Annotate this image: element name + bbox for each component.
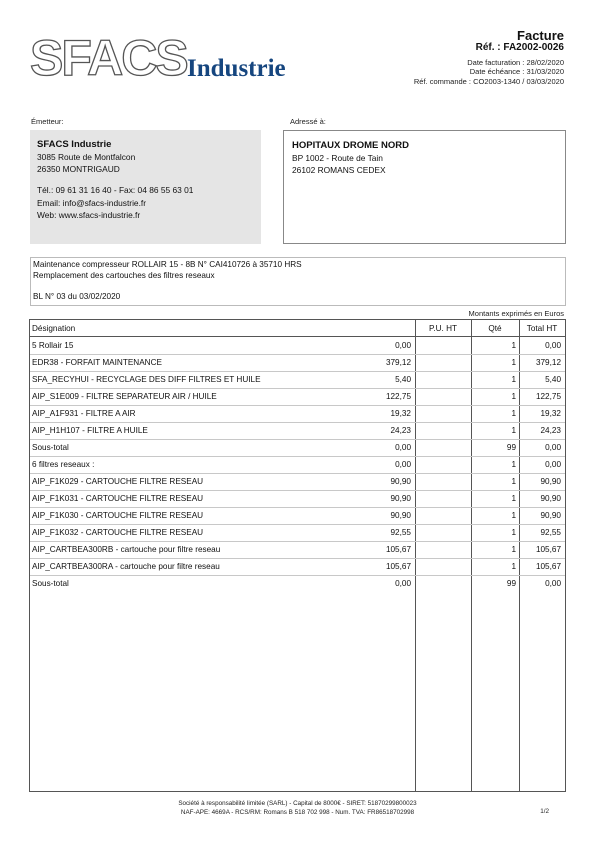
row-total: 90,90 <box>540 494 561 503</box>
emitter-email: Email: info@sfacs-industrie.fr <box>37 197 147 208</box>
footer-line2: NAF-APE: 4669A - RCS/RM: Romans B 518 702 998 - Num. TVA: FR86518702998 <box>180 809 415 816</box>
row-unit-price: 19,32 <box>390 409 411 418</box>
row-designation: 5 Rollair 15 <box>32 341 74 350</box>
row-designation: AIP_A1F931 - FILTRE A AIR <box>32 409 136 418</box>
addressee-box <box>283 130 566 244</box>
row-designation: AIP_F1K031 - CARTOUCHE FILTRE RESEAU <box>32 494 204 503</box>
emitter-address-line2: 26350 MONTRIGAUD <box>37 164 120 175</box>
row-quantity: 1 <box>511 545 516 554</box>
row-total: 105,67 <box>535 562 561 571</box>
row-designation: EDR38 - FORFAIT MAINTENANCE <box>32 358 162 367</box>
row-designation: AIP_CARTBEA300RA - cartouche pour filtre reseau <box>32 562 220 571</box>
header-quantity: Qté <box>488 324 502 333</box>
delivery-note: BL N° 03 du 03/02/2020 <box>33 292 121 301</box>
description-box <box>30 257 566 306</box>
row-designation: SFA_RECYHUI - RECYCLAGE DES DIFF FILTRES ET HUILE <box>32 375 261 384</box>
row-designation: 6 filtres reseaux : <box>32 460 95 469</box>
row-unit-price: 122,75 <box>385 392 411 401</box>
row-quantity: 1 <box>511 341 516 350</box>
row-total: 92,55 <box>540 528 561 537</box>
row-unit-price: 105,67 <box>385 562 411 571</box>
row-unit-price: 5,40 <box>395 375 411 384</box>
row-total: 0,00 <box>545 341 561 350</box>
addressee-address-line2: 26102 ROMANS CEDEX <box>292 165 386 176</box>
logo-main-text: SFACS <box>30 34 187 84</box>
row-quantity: 1 <box>511 494 516 503</box>
table-row <box>30 575 565 592</box>
row-designation: AIP_CARTBEA300RB - cartouche pour filtre reseau <box>32 545 221 554</box>
row-quantity: 1 <box>511 562 516 571</box>
row-unit-price: 92,55 <box>390 528 411 537</box>
row-quantity: 1 <box>511 392 516 401</box>
row-unit-price: 0,00 <box>395 579 411 588</box>
invoice-lines-table <box>29 319 566 792</box>
row-quantity: 1 <box>511 409 516 418</box>
table-row <box>30 405 565 423</box>
description-line1: Maintenance compresseur ROLLAIR 15 - 8B N° CAI410726 à 35710 HRS <box>33 260 302 269</box>
row-quantity: 1 <box>511 477 516 486</box>
row-unit-price: 90,90 <box>390 477 411 486</box>
emitter-address-line1: 3085 Route de Montfalcon <box>37 152 136 162</box>
row-quantity: 1 <box>511 460 516 469</box>
row-total: 19,32 <box>540 409 561 418</box>
document-title: Facture <box>517 28 564 43</box>
addressee-label: Adressé à: <box>290 117 326 126</box>
row-total: 0,00 <box>545 460 561 469</box>
row-quantity: 1 <box>511 426 516 435</box>
row-unit-price: 0,00 <box>395 460 411 469</box>
row-quantity: 1 <box>511 511 516 520</box>
addressee-address-line1: BP 1002 - Route de Tain <box>292 153 383 163</box>
description-line2: Remplacement des cartouches des filtres reseaux <box>33 270 215 280</box>
table-header <box>30 320 565 337</box>
row-unit-price: 90,90 <box>390 511 411 520</box>
row-unit-price: 105,67 <box>385 545 411 554</box>
row-quantity: 99 <box>506 579 516 588</box>
row-unit-price: 379,12 <box>385 358 411 367</box>
row-unit-price: 0,00 <box>395 341 411 350</box>
row-designation: AIP_F1K030 - CARTOUCHE FILTRE RESEAU <box>32 511 204 520</box>
row-designation: AIP_F1K029 - CARTOUCHE FILTRE RESEAU <box>32 477 204 486</box>
emitter-phone: Tél.: 09 61 31 16 40 - Fax: 04 86 55 63 01 <box>37 185 194 196</box>
row-unit-price: 0,00 <box>395 443 411 452</box>
invoice-date: Date facturation : 28/02/2020 <box>467 58 564 67</box>
row-designation: AIP_H1H107 - FILTRE A HUILE <box>32 426 148 435</box>
table-row <box>30 541 565 559</box>
emitter-label: Émetteur: <box>31 117 64 126</box>
legal-footer <box>0 799 595 817</box>
emitter-web: Web: www.sfacs-industrie.fr <box>37 209 141 220</box>
due-date: Date échéance : 31/03/2020 <box>469 67 564 76</box>
row-designation: Sous-total <box>32 443 69 452</box>
order-reference: Réf. commande : CO2003-1340 / 03/03/2020 <box>413 77 564 86</box>
table-row <box>30 558 565 576</box>
row-total: 5,40 <box>545 375 561 384</box>
emitter-name: SFACS Industrie <box>37 139 112 150</box>
row-quantity: 1 <box>511 375 516 384</box>
footer-line1: Société à responsabilité limitée (SARL) - Capital de 8000€ - SIRET: 51870299800023 <box>178 800 417 807</box>
row-designation: Sous-total <box>32 579 69 588</box>
table-row <box>30 439 565 457</box>
row-unit-price: 24,23 <box>390 426 411 435</box>
table-row <box>30 456 565 474</box>
header-designation: Désignation <box>32 324 76 333</box>
emitter-box <box>30 130 261 244</box>
table-row <box>30 524 565 542</box>
row-designation: AIP_S1E009 - FILTRE SEPARATEUR AIR / HUILE <box>32 392 217 401</box>
row-total: 0,00 <box>545 579 561 588</box>
currency-note: Montants exprimés en Euros <box>468 309 564 318</box>
table-row <box>30 422 565 440</box>
table-row <box>30 354 565 372</box>
table-row <box>30 371 565 389</box>
row-quantity: 1 <box>511 528 516 537</box>
table-row <box>30 490 565 508</box>
header-total: Total HT <box>526 324 558 333</box>
row-quantity: 99 <box>506 443 516 452</box>
table-row <box>30 337 565 355</box>
invoice-reference: Réf. : FA2002-0026 <box>475 42 564 53</box>
header-unit-price: P.U. HT <box>428 324 458 333</box>
row-total: 105,67 <box>535 545 561 554</box>
table-row <box>30 473 565 491</box>
row-total: 90,90 <box>540 511 561 520</box>
row-total: 90,90 <box>540 477 561 486</box>
row-total: 24,23 <box>540 426 561 435</box>
row-quantity: 1 <box>511 358 516 367</box>
row-designation: AIP_F1K032 - CARTOUCHE FILTRE RESEAU <box>32 528 204 537</box>
row-unit-price: 90,90 <box>390 494 411 503</box>
company-logo <box>30 34 315 84</box>
addressee-name: HOPITAUX DROME NORD <box>292 140 409 151</box>
row-total: 0,00 <box>545 443 561 452</box>
row-total: 122,75 <box>535 392 561 401</box>
logo-sub-text: Industrie <box>187 55 286 82</box>
table-row <box>30 388 565 406</box>
table-row <box>30 507 565 525</box>
row-total: 379,12 <box>535 358 561 367</box>
page-number: 1/2 <box>540 808 549 815</box>
